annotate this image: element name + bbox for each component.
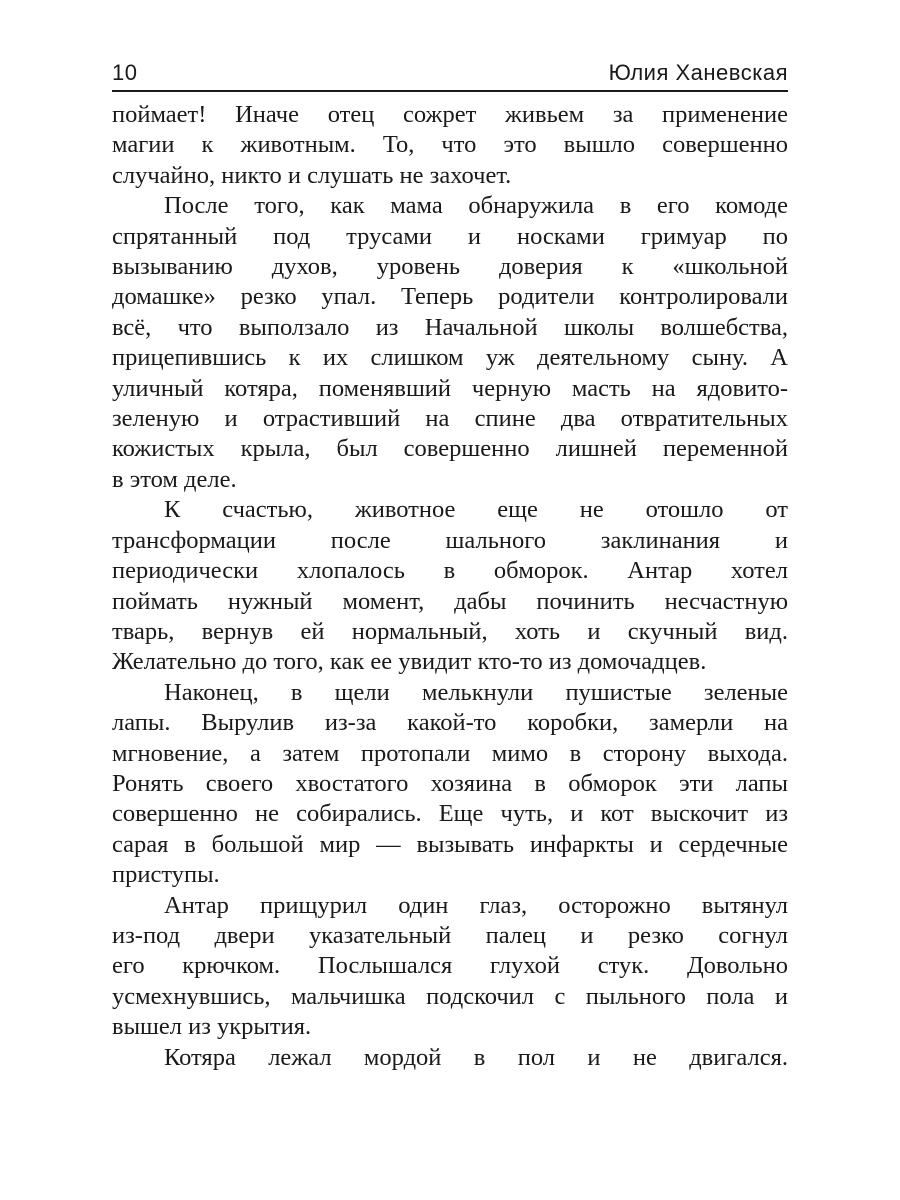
- text-line: Желательно до того, как ее увидит кто-то из домочадцев.: [112, 648, 707, 676]
- text-line: магии к животным. То, что это вышло совершенно: [112, 131, 788, 159]
- text-line: После того, как мама обнаружила в его комоде: [164, 192, 788, 220]
- text-line: К счастью, животное еще не отошло от: [164, 496, 788, 524]
- running-head-author: Юлия Ханевская: [608, 60, 788, 85]
- paragraph: [112, 191, 788, 495]
- text-line: лапы. Вырулив из-за какой-то коробки, замерли на: [112, 709, 788, 737]
- text-line: его крючком. Послышался глухой стук. Довольно: [112, 952, 788, 980]
- body-text: [112, 100, 788, 1073]
- text-line: усмехнувшись, мальчишка подскочил с пыльного пола и: [112, 982, 788, 1010]
- text-line: мгновение, а затем протопали мимо в сторону выхода.: [112, 739, 788, 767]
- text-line: спрятанный под трусами и носками гримуар по: [112, 222, 788, 250]
- text-line: периодически хлопалось в обморок. Антар хотел: [112, 557, 788, 585]
- text-line: вызыванию духов, уровень доверия к «школьной: [112, 253, 788, 281]
- text-line: Наконец, в щели мелькнули пушистые зеленые: [164, 678, 788, 706]
- text-line: Котяра лежал мордой в пол и не двигался.: [164, 1043, 788, 1071]
- text-line: в этом деле.: [112, 465, 237, 493]
- paragraph: [112, 1043, 788, 1073]
- text-line: Антар прищурил один глаз, осторожно вытянул: [164, 891, 788, 919]
- text-line: поймать нужный момент, дабы починить несчастную: [112, 587, 788, 615]
- text-line: случайно, никто и слушать не захочет.: [112, 161, 512, 189]
- paragraph: [112, 495, 788, 677]
- text-line: сарая в большой мир — вызывать инфаркты и сердечные: [112, 830, 788, 858]
- page-number: 10: [112, 60, 138, 85]
- text-line: тварь, вернув ей нормальный, хоть и скучный вид.: [112, 617, 788, 645]
- paragraph: [112, 100, 788, 191]
- text-line: всё, что выползало из Начальной школы волшебства,: [112, 313, 788, 341]
- paragraph: [112, 678, 788, 891]
- text-line: Ронять своего хвостатого хозяина в обморок эти лапы: [112, 769, 788, 797]
- text-line: из-под двери указательный палец и резко согнул: [112, 921, 788, 949]
- text-line: домашке» резко упал. Теперь родители контролировали: [112, 283, 788, 311]
- text-line: совершенно не собирались. Еще чуть, и кот выскочит из: [112, 800, 788, 828]
- text-line: кожистых крыла, был совершенно лишней переменной: [112, 435, 788, 463]
- text-line: трансформации после шального заклинания и: [112, 526, 788, 554]
- text-line: зеленую и отрастивший на спине два отвратительных: [112, 405, 788, 433]
- page-header: [112, 54, 788, 92]
- text-line: вышел из укрытия.: [112, 1013, 312, 1041]
- text-line: уличный котяра, поменявший черную масть на ядовито-: [112, 374, 788, 402]
- paragraph: [112, 891, 788, 1043]
- text-line: приступы.: [112, 861, 220, 889]
- text-line: поймает! Иначе отец сожрет живьем за применение: [112, 101, 788, 128]
- text-line: прицепившись к их слишком уж деятельному сыну. А: [112, 344, 788, 372]
